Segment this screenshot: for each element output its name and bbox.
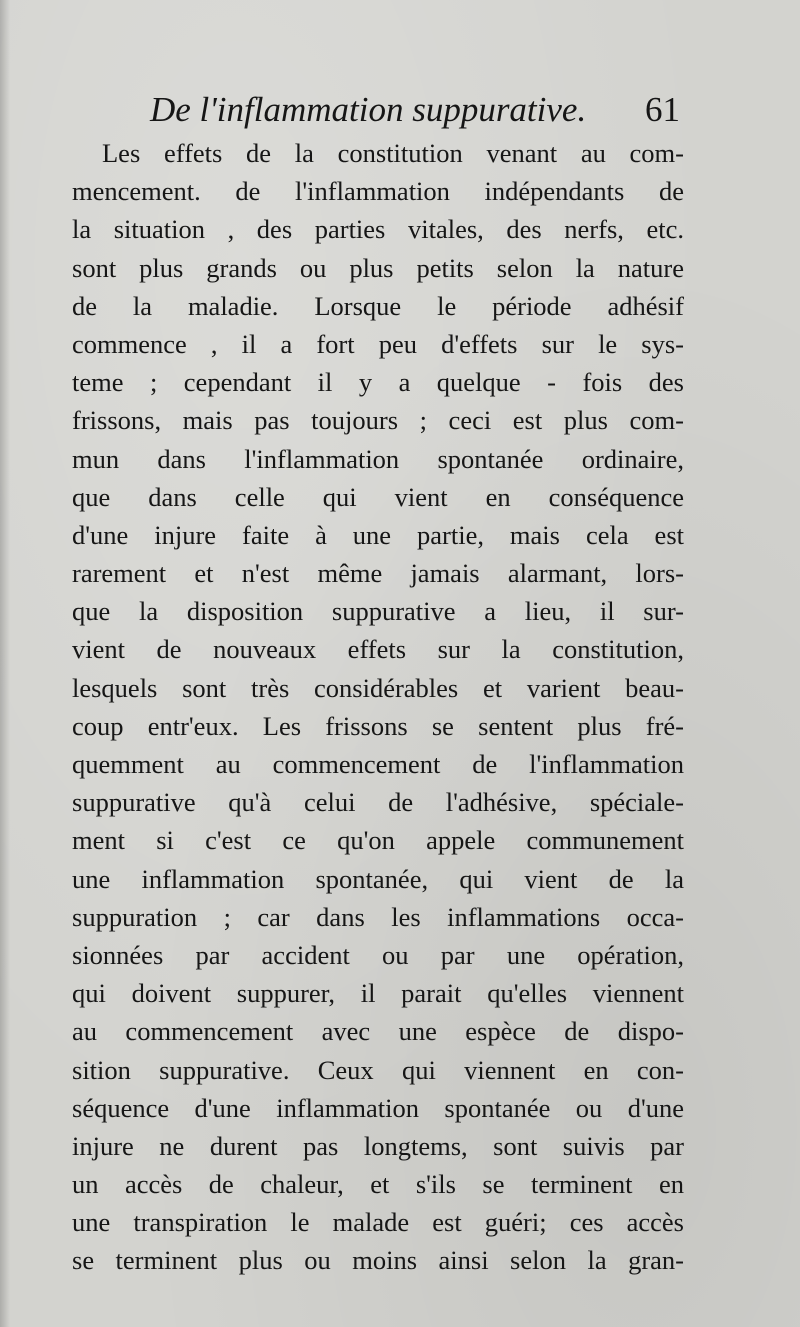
text-line: que dans celle qui vient en conséquence (72, 481, 684, 512)
text-line: Les effets de la constitution venant au com- (102, 138, 684, 168)
text-line: sionnées par accident ou par une opération, (72, 939, 684, 970)
page-gutter-shadow (0, 0, 10, 1327)
body-text (72, 134, 684, 1280)
text-line: ment si c'est ce qu'on appele communement (72, 825, 684, 856)
text-line: rarement et n'est même jamais alarmant, lors- (72, 558, 684, 589)
text-line: sont plus grands ou plus petits selon la nature (72, 252, 684, 283)
text-line: lesquels sont très considérables et varient beau- (72, 672, 684, 703)
text-line: suppuration ; car dans les inflammations occa- (72, 901, 684, 932)
running-head (150, 86, 680, 134)
text-line: au commencement avec une espèce de dispo- (72, 1016, 684, 1047)
running-title: De l'inflammation suppurative. (150, 90, 587, 129)
text-line: quemment au commencement de l'inflammation (72, 749, 684, 779)
text-line: injure ne durent pas longtems, sont suivis par (72, 1130, 684, 1161)
text-line: d'une injure faite à une partie, mais cela est (72, 519, 684, 550)
text-line: que la disposition suppurative a lieu, il sur- (72, 596, 684, 627)
text-line: mencement. de l'inflammation indépendants de (72, 176, 684, 207)
text-line: qui doivent suppurer, il parait qu'elles viennent (72, 978, 684, 1009)
text-line: suppurative qu'à celui de l'adhésive, spéciale- (72, 787, 684, 818)
text-line: séquence d'une inflammation spontanée ou d'une (72, 1092, 684, 1123)
text-line: teme ; cependant il y a quelque - fois des (72, 367, 684, 398)
text-line: de la maladie. Lorsque le période adhésif (72, 290, 684, 321)
page-number: 61 (645, 90, 680, 129)
text-line: coup entr'eux. Les frissons se sentent plus fré- (72, 710, 684, 741)
text-line: frissons, mais pas toujours ; ceci est plus com- (72, 405, 684, 436)
text-line: la situation , des parties vitales, des nerfs, etc. (72, 214, 684, 245)
text-line: un accès de chaleur, et s'ils se terminent en (72, 1169, 684, 1200)
text-line: sition suppurative. Ceux qui viennent en con- (72, 1054, 684, 1085)
text-line: une transpiration le malade est guéri; ces accès (72, 1207, 684, 1238)
text-line: une inflammation spontanée, qui vient de la (72, 863, 684, 894)
text-line: mun dans l'inflammation spontanée ordinaire, (72, 443, 684, 474)
text-line: vient de nouveaux effets sur la constitution, (72, 634, 684, 665)
text-line: commence , il a fort peu d'effets sur le sys- (72, 328, 684, 359)
text-line: se terminent plus ou moins ainsi selon la gran- (72, 1245, 684, 1276)
